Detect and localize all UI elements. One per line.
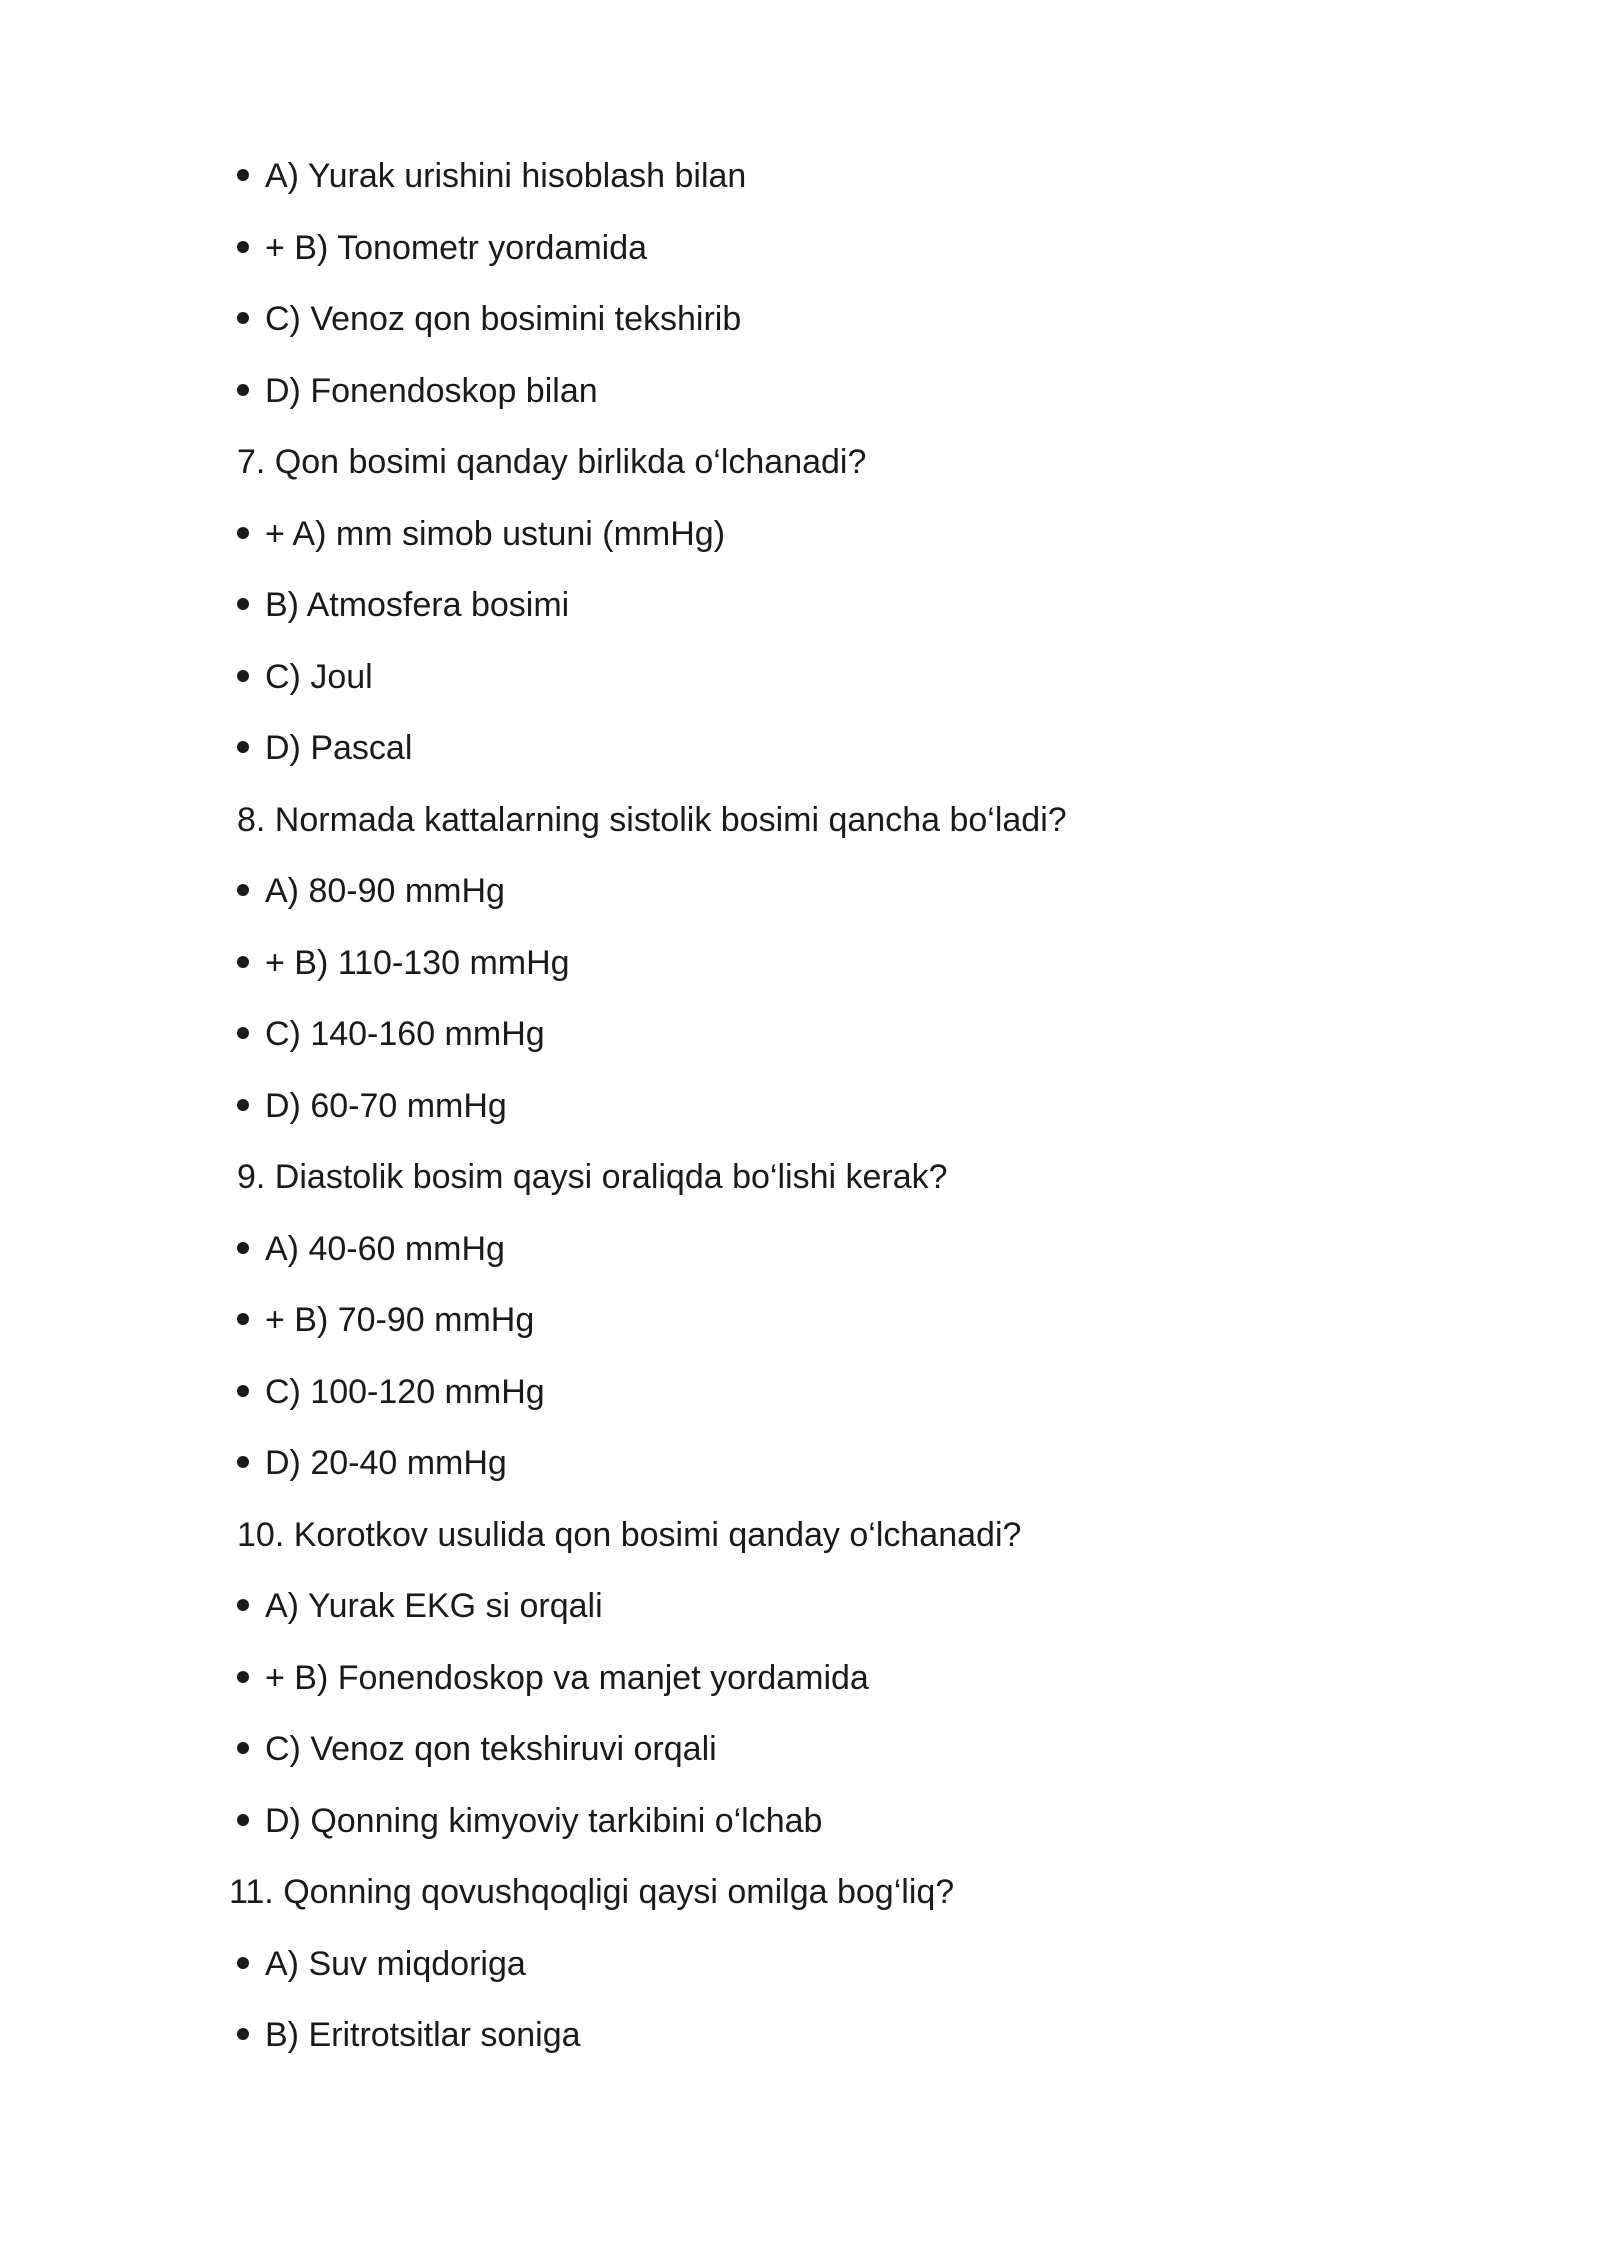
bullet-icon — [237, 1078, 265, 1134]
option-item — [237, 506, 1437, 578]
option-text: D) Pascal — [265, 729, 413, 767]
option-text: C) Venoz qon tekshiruvi orqali — [265, 1730, 717, 1768]
option-item — [237, 935, 1437, 1007]
option-text: + B) Tonometr yordamida — [265, 228, 648, 267]
option-item — [237, 1292, 1437, 1364]
option-text: D) 20-40 mmHg — [265, 1444, 507, 1482]
bullet-icon — [237, 649, 265, 705]
bullet-icon — [237, 1221, 265, 1277]
bullet-icon — [237, 1936, 265, 1992]
option-text: + B) Fonendoskop va manjet yordamida — [265, 1658, 869, 1697]
question-text: 11. Qonning qovushqoqligi qaysi omilga bog‘liq? — [229, 1873, 955, 1911]
option-item — [237, 1435, 1437, 1507]
option-text: A) Yurak EKG si orqali — [265, 1587, 603, 1625]
bullet-icon — [237, 720, 265, 776]
question-text: 9. Diastolik bosim qaysi oraliqda bo‘lishi kerak? — [237, 1158, 948, 1196]
option-text: D) Fonendoskop bilan — [265, 371, 598, 410]
option-text: D) Qonning kimyoviy tarkibini o‘lchab — [265, 1801, 823, 1840]
option-item — [237, 1078, 1437, 1150]
option-text: A) 80-90 mmHg — [265, 872, 505, 910]
option-item — [237, 2007, 1437, 2079]
bullet-icon — [237, 863, 265, 919]
bullet-icon — [237, 1793, 265, 1849]
bullet-icon — [237, 1721, 265, 1777]
option-text: A) Yurak urishini hisoblash bilan — [265, 157, 747, 195]
option-text: C) 100-120 mmHg — [265, 1372, 545, 1411]
option-item — [237, 577, 1437, 649]
option-item — [237, 1650, 1437, 1722]
option-item — [237, 291, 1437, 363]
bullet-icon — [237, 577, 265, 633]
question-heading — [229, 1864, 1437, 1936]
option-text: C) 140-160 mmHg — [265, 1015, 545, 1053]
bullet-icon — [237, 1650, 265, 1706]
question-text: 8. Normada kattalarning sistolik bosimi qancha bo‘ladi? — [237, 800, 1067, 839]
bullet-icon — [237, 363, 265, 419]
option-text: + B) 70-90 mmHg — [265, 1301, 535, 1339]
option-item — [237, 1793, 1437, 1865]
option-item — [237, 1578, 1437, 1650]
option-item — [237, 649, 1437, 721]
bullet-icon — [237, 1006, 265, 1062]
option-text: + A) mm simob ustuni (mmHg) — [265, 514, 726, 553]
option-text: D) 60-70 mmHg — [265, 1086, 507, 1125]
option-item — [237, 363, 1437, 435]
document-content — [229, 148, 1437, 2079]
bullet-icon — [237, 935, 265, 991]
bullet-icon — [237, 1435, 265, 1491]
option-text: C) Venoz qon bosimini tekshirib — [265, 300, 742, 338]
option-item — [237, 1006, 1437, 1078]
option-text: A) 40-60 mmHg — [265, 1229, 505, 1268]
bullet-icon — [237, 1578, 265, 1634]
question-heading — [237, 1149, 1437, 1221]
bullet-icon — [237, 291, 265, 347]
question-text: 7. Qon bosimi qanday birlikda o‘lchanadi? — [237, 443, 867, 481]
option-item — [237, 1221, 1437, 1293]
option-item — [237, 148, 1437, 220]
option-text: + B) 110-130 mmHg — [265, 943, 570, 982]
option-text: B) Atmosfera bosimi — [265, 586, 570, 624]
option-item — [237, 1721, 1437, 1793]
option-item — [237, 1364, 1437, 1436]
option-item — [237, 1936, 1437, 2008]
option-item — [237, 863, 1437, 935]
bullet-icon — [237, 2007, 265, 2063]
question-heading — [237, 792, 1437, 864]
option-item — [237, 220, 1437, 292]
option-text: C) Joul — [265, 657, 373, 696]
bullet-icon — [237, 1292, 265, 1348]
question-text: 10. Korotkov usulida qon bosimi qanday o‘lchanadi? — [237, 1515, 1022, 1554]
bullet-icon — [237, 220, 265, 276]
option-text: B) Eritrotsitlar soniga — [265, 2016, 581, 2054]
bullet-icon — [237, 148, 265, 204]
option-item — [237, 720, 1437, 792]
bullet-icon — [237, 506, 265, 562]
option-text: A) Suv miqdoriga — [265, 1944, 526, 1983]
bullet-icon — [237, 1364, 265, 1420]
question-heading — [237, 1507, 1437, 1579]
question-heading — [237, 434, 1437, 506]
